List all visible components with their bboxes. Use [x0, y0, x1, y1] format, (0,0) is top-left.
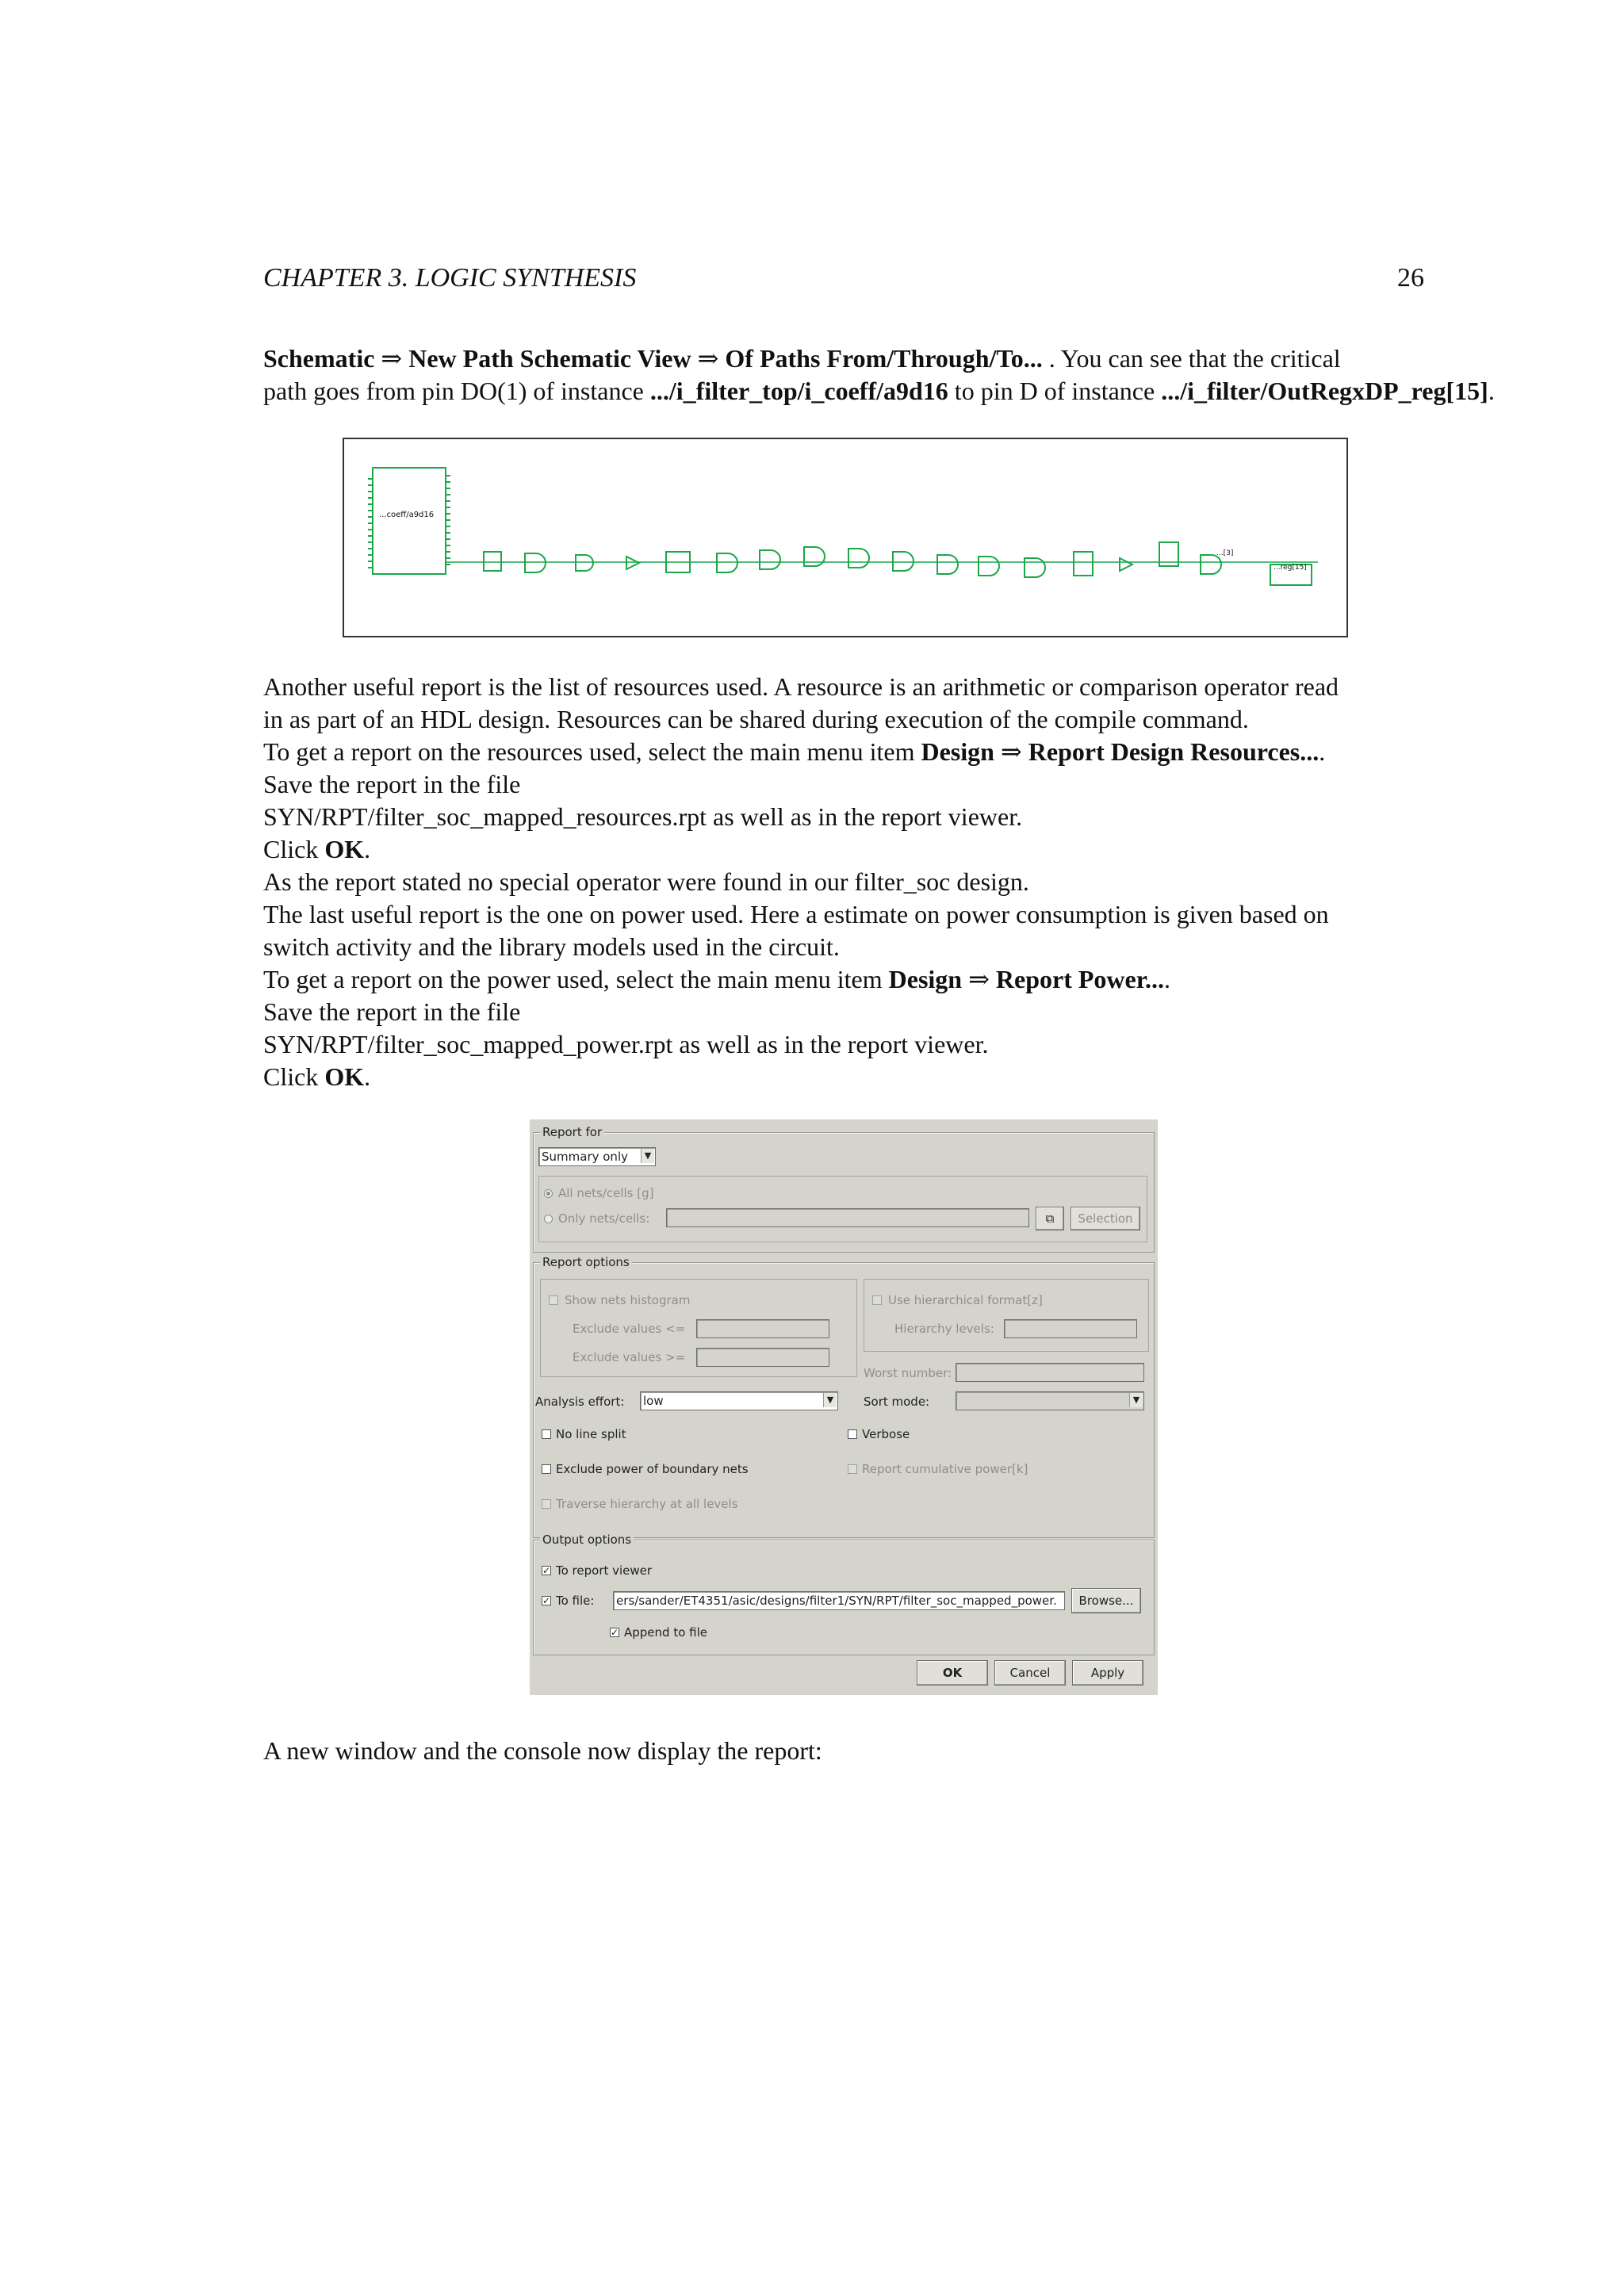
- use-hier-checkbox[interactable]: [872, 1295, 882, 1305]
- nets-cells-field[interactable]: [666, 1208, 1029, 1227]
- small-cell-label: ...[3]: [1216, 549, 1234, 557]
- append-checkbox[interactable]: ✓: [611, 1627, 619, 1638]
- sort-mode-select[interactable]: [956, 1391, 1144, 1410]
- verbose-checkbox[interactable]: [848, 1429, 857, 1439]
- exclude-ge-field[interactable]: [696, 1348, 829, 1367]
- report-power-dialog: [530, 1119, 1158, 1695]
- pick-icon-button[interactable]: [1036, 1207, 1064, 1230]
- radio-all-nets[interactable]: [544, 1189, 553, 1198]
- hierarchy-subgroup: Use hierarchical format[z] Hierarchy levels:: [864, 1279, 1149, 1352]
- first-cell-label: ...coeff/a9d16: [379, 511, 435, 519]
- no-line-split-checkbox[interactable]: [542, 1429, 551, 1439]
- exclude-power-checkbox[interactable]: [542, 1464, 551, 1474]
- histogram-subgroup: Show nets histogram Exclude values <= Exclude values >=: [540, 1279, 857, 1377]
- closing-sentence: A new window and the console now display the report:: [263, 1736, 822, 1765]
- end-instance: .../i_filter/OutRegxDP_reg[15]: [1161, 377, 1488, 405]
- menu-schematic: Schematic: [263, 344, 375, 373]
- output-options-group: Output options ✓ To report viewer ✓ To file: ers/sander/ET4351/asic/designs/filter1/SYN/RPT/filter_soc_mapped_power. Browse... ✓ Append to file: [533, 1540, 1155, 1655]
- hier-levels-field[interactable]: [1004, 1319, 1137, 1338]
- radio-only-nets[interactable]: [544, 1215, 553, 1223]
- cancel-button[interactable]: Cancel: [994, 1660, 1066, 1686]
- nets-cells-subgroup: All nets/cells [g] Only nets/cells: ⧉ Selection: [538, 1176, 1147, 1242]
- exclude-le-field[interactable]: [696, 1319, 829, 1338]
- running-header: [263, 263, 1424, 293]
- show-hist-checkbox[interactable]: [549, 1295, 558, 1305]
- report-for-select[interactable]: Summary only ▼: [538, 1147, 656, 1166]
- analysis-effort-select[interactable]: low ▼: [640, 1391, 838, 1410]
- last-cell-label: ...reg[15]: [1274, 564, 1307, 572]
- to-file-checkbox[interactable]: ✓: [542, 1595, 551, 1606]
- selection-button[interactable]: Selection: [1071, 1207, 1140, 1230]
- body-text: Another useful report is the list of resources used. A resource is an arithmetic or comparison operator read in as part of an HDL design. Resources can be shared during execution of the compile command. To get a report on the resources used, select the main menu item Design ⇒ Report Design Resources.... Save the report in the file SYN/RPT/filter_soc_mapped_resources.rpt as well as in the report viewer. Click OK. As the report stated no special operator were found in our filter_soc design. The last useful report is the one on power used. Here a estimate on power consumption is given based on switch activity and the library models used in the circuit. To get a report on the power used, select the main menu item Design ⇒ Report Power.... Save the report in the file SYN/RPT/filter_soc_mapped_power.rpt as well as in the report viewer. Click OK.: [263, 672, 1339, 1091]
- browse-button[interactable]: Browse...: [1071, 1588, 1141, 1613]
- worst-number-field[interactable]: [956, 1363, 1144, 1382]
- chevron-down-icon: ▼: [823, 1393, 837, 1407]
- chevron-down-icon: ▼: [641, 1149, 654, 1163]
- page-number: 26: [1397, 263, 1424, 293]
- traverse-checkbox[interactable]: [542, 1499, 551, 1509]
- ok-button[interactable]: OK: [917, 1660, 988, 1686]
- chapter-title: CHAPTER 3. LOGIC SYNTHESIS: [263, 263, 637, 293]
- file-path-field[interactable]: ers/sander/ET4351/asic/designs/filter1/SYN/RPT/filter_soc_mapped_power.: [613, 1591, 1065, 1610]
- apply-button[interactable]: Apply: [1072, 1660, 1143, 1686]
- report-for-group: Report for Summary only ▼ All nets/cells [g] Only nets/cells: ⧉ Selection: [533, 1132, 1155, 1253]
- picker-icon: ⧉: [1045, 1211, 1055, 1226]
- report-options-group: Report options Show nets histogram Exclude values <= Exclude values >= Use hierarchical format[z] Hierarchy levels: Worst number: Analysis effort: low ▼ Sort mode: ▼ No line split Verbose Exclude power of boundary nets Report cumulative power[k] Traverse hierarchy at all levels: [533, 1262, 1155, 1538]
- report-cumulative-checkbox[interactable]: [848, 1464, 857, 1474]
- intro-paragraph: Schematic ⇒ New Path Schematic View ⇒ Of Paths From/Through/To... . You can see that the critical path goes from pin DO(1) of instance .../i_filter_top/i_coeff/a9d16 to pin D of instance .../i_filter/OutRegxDP_reg[15].: [263, 344, 1495, 405]
- to-viewer-checkbox[interactable]: ✓: [542, 1565, 551, 1576]
- chevron-down-icon: ▼: [1129, 1393, 1143, 1407]
- schematic-drawing: [344, 439, 1346, 636]
- critical-path-schematic: [343, 438, 1348, 637]
- start-instance: .../i_filter_top/i_coeff/a9d16: [649, 377, 948, 405]
